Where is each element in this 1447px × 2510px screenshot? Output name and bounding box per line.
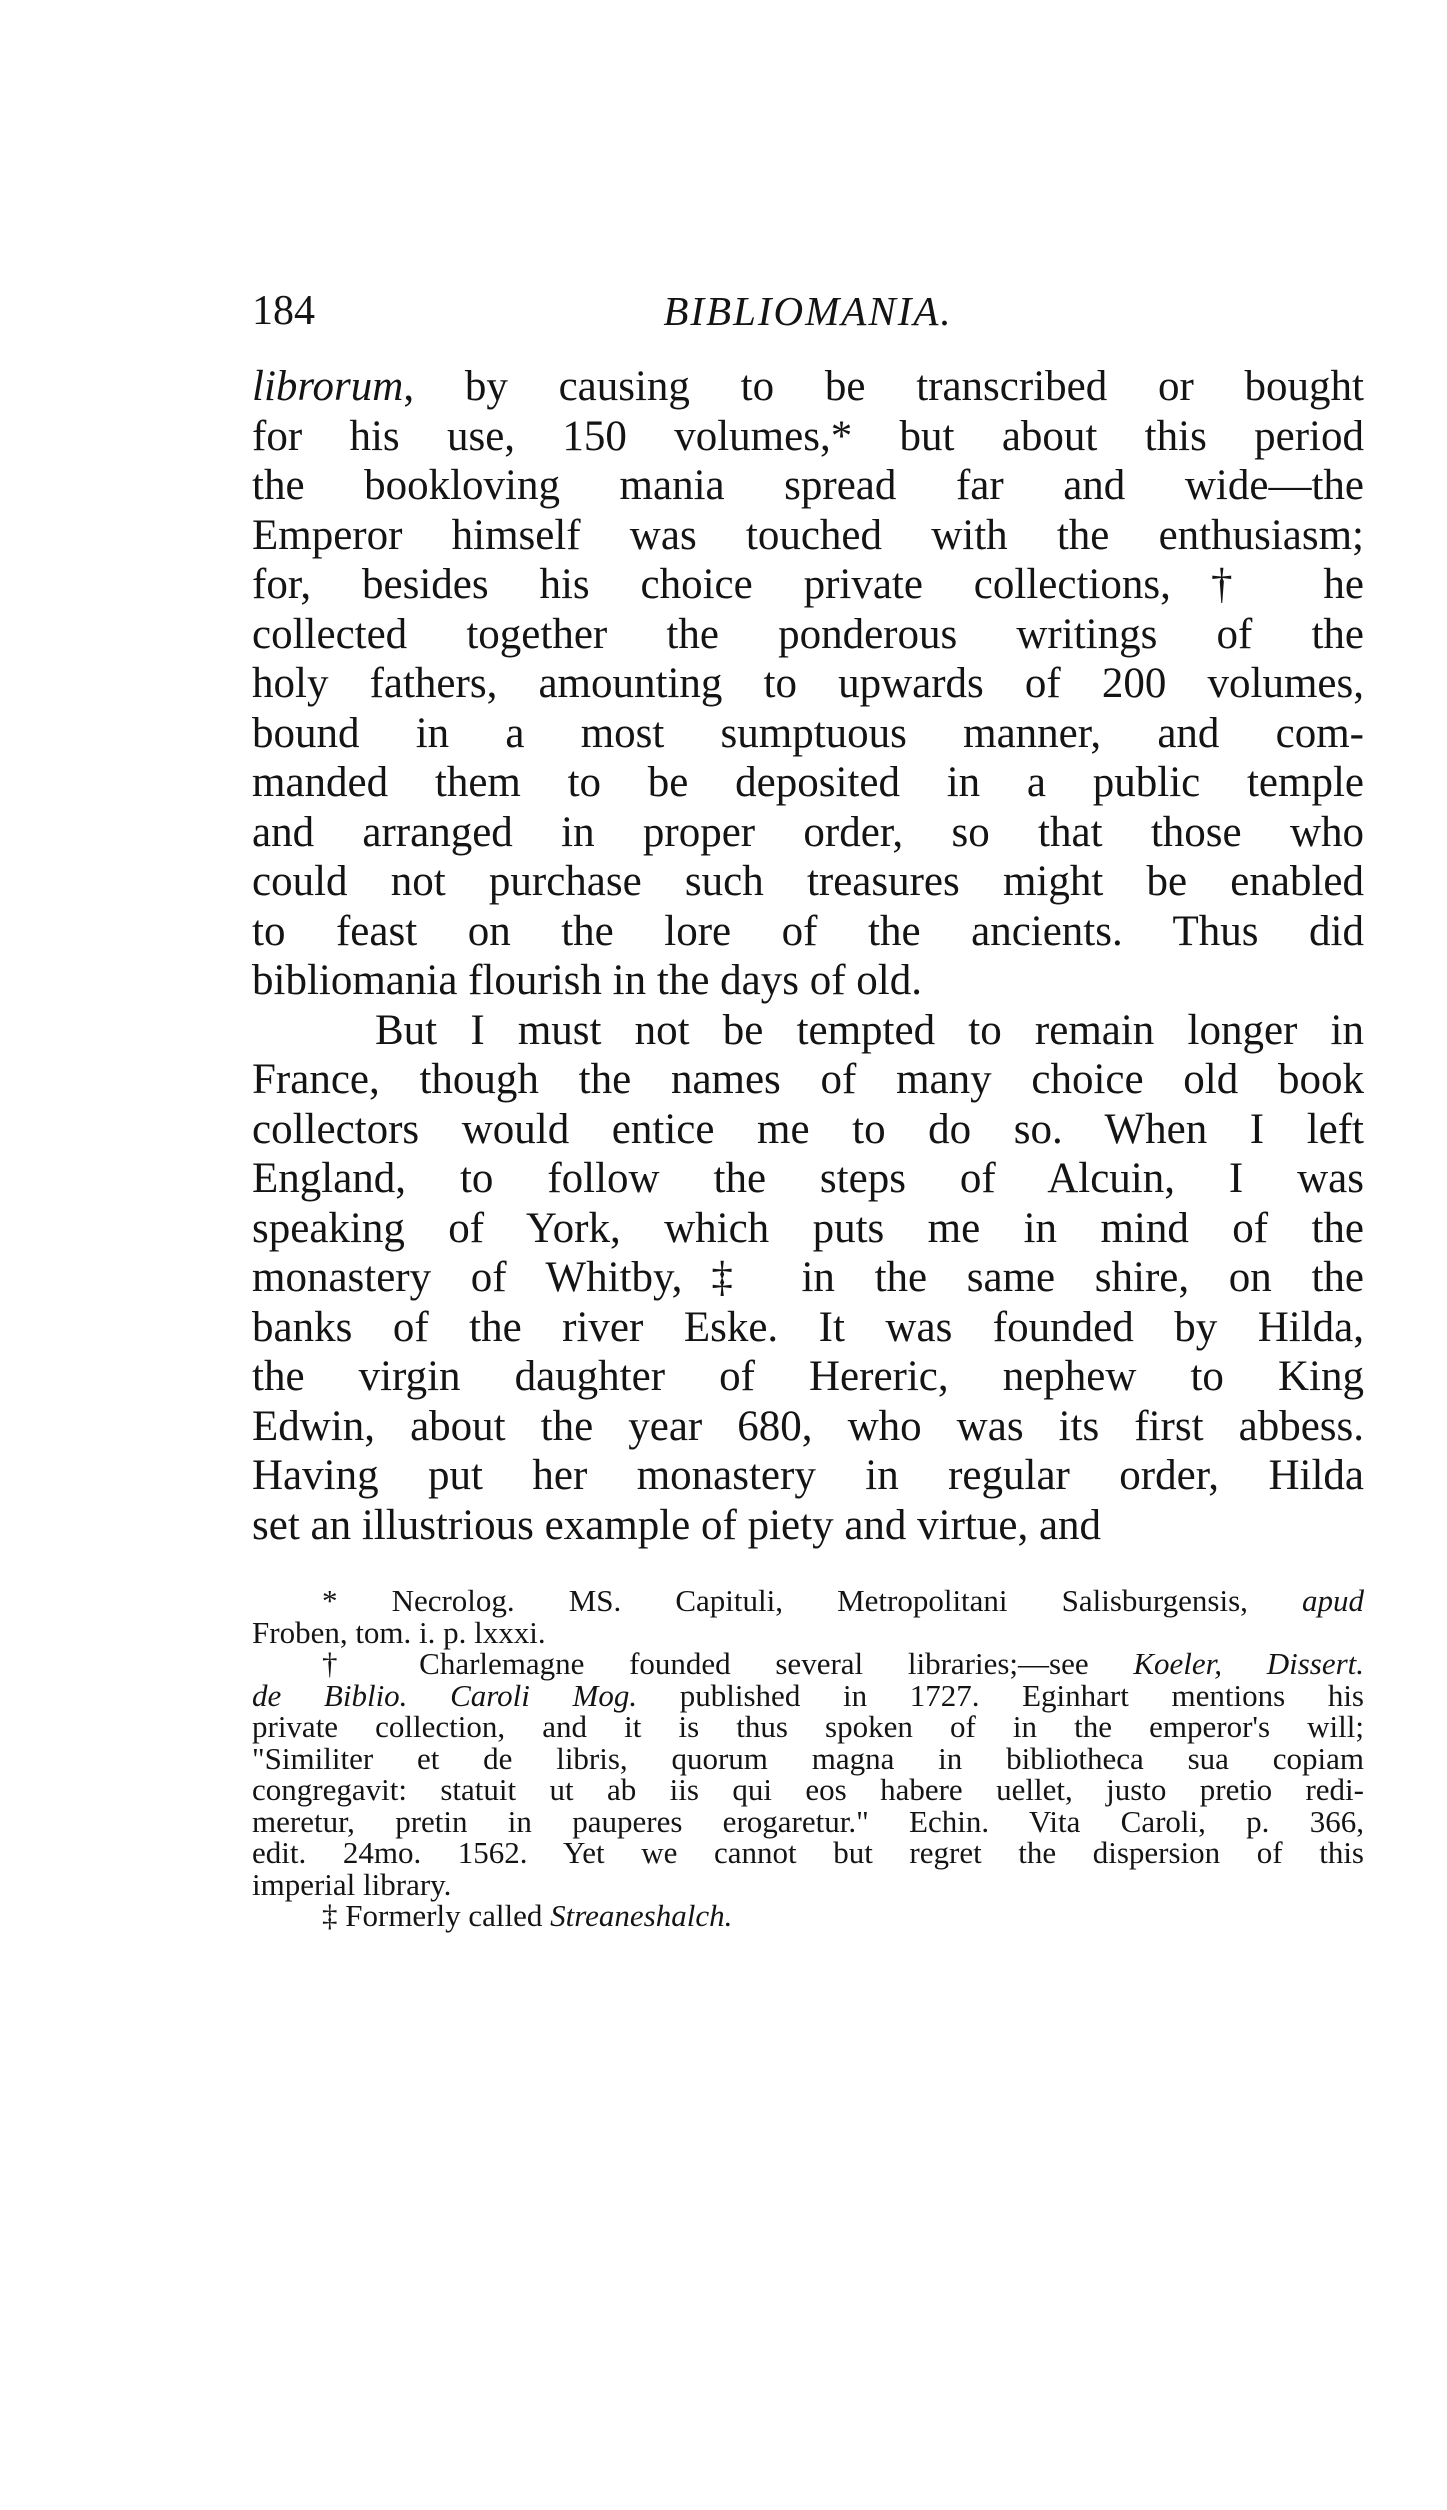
italic-text: de Biblio. Caroli Mog.: [252, 1677, 638, 1713]
body-line: [252, 461, 1364, 511]
body-line: [252, 907, 1364, 957]
body-line: monastery of Whitby,‡ in the same shire, on the: [252, 1254, 1364, 1301]
body-line: banks of the river Eske. It was founded by Hilda,: [252, 1303, 1364, 1351]
body-line: England, to follow the steps of Alcuin, I was: [252, 1155, 1364, 1202]
body-line: Having put her monastery in regular order, Hilda: [252, 1452, 1364, 1499]
body-line: [252, 511, 1364, 561]
roman-text: * Necrolog. MS. Capituli, Metropolitani Salisburgensis,: [322, 1583, 1302, 1618]
body-line: [252, 709, 1364, 759]
roman-text: edit. 24mo. 1562. Yet we cannot but regret the dispersion of this: [252, 1835, 1364, 1870]
roman-text: for his use, 150 volumes,* but about this period: [252, 412, 1364, 460]
footnote-line: [252, 1803, 1364, 1839]
roman-text: private collection, and it is thus spoken of in the emperor's will;: [252, 1709, 1364, 1744]
footnote-line: [252, 1711, 1364, 1743]
roman-text: for, besides his choice private collections,† he: [252, 561, 1364, 608]
roman-text: † Charlemagne founded several libraries;—see: [322, 1646, 1134, 1681]
body-line: [252, 758, 1364, 808]
body-line: [252, 857, 1364, 907]
body-line: [252, 808, 1364, 858]
body-line: [252, 412, 1364, 462]
body-line: collectors would entice me to do so. When I left: [252, 1105, 1364, 1153]
roman-text: could not purchase such treasures might be enabled: [252, 858, 1364, 905]
roman-text: and arranged in proper order, so that those who: [252, 808, 1364, 856]
footnote-line: [252, 1774, 1364, 1806]
running-title: BIBLIOMANIA.: [663, 288, 953, 334]
body-line: Edwin, about the year 680, who was its first abbess.: [252, 1402, 1364, 1450]
body-line: But I must not be tempted to remain longer in: [375, 1006, 1364, 1054]
body-line: France, though the names of many choice old book: [252, 1056, 1364, 1103]
roman-text: , by causing to be transcribed or bought: [403, 363, 1364, 410]
running-head: [252, 286, 1364, 336]
roman-text: imperial library.: [252, 1866, 452, 1902]
roman-text: published in 1727. Eginhart mentions his: [637, 1677, 1364, 1713]
italic-text: librorum: [252, 363, 404, 410]
italic-text: apud: [1302, 1583, 1364, 1618]
footnote-line: [252, 1740, 1364, 1776]
page-number: 184: [252, 288, 315, 334]
roman-text: bound in a most sumptuous manner, and com-: [252, 709, 1364, 757]
italic-text: Streaneshalch.: [550, 1898, 733, 1933]
body-line: the virgin daughter of Hereric, nephew to King: [252, 1353, 1364, 1400]
footnote-3: [252, 1900, 1364, 1932]
roman-text: the bookloving mania spread far and wide—the: [252, 462, 1364, 509]
footnotes: [252, 1585, 1364, 1932]
body-line: [252, 610, 1364, 660]
footnote-line: [252, 1900, 1364, 1932]
roman-text: meretur, pretin in pauperes erogaretur." Echin. Vita Caroli, p. 366,: [252, 1803, 1364, 1839]
footnote-line: [252, 1614, 1364, 1650]
footnote-line: [252, 1648, 1364, 1680]
body-line: speaking of York, which puts me in mind of the: [252, 1204, 1364, 1252]
roman-text: collected together the ponderous writings of the: [252, 610, 1364, 658]
paragraph-2: [252, 1006, 1364, 1551]
footnote-line: [252, 1866, 1364, 1902]
paragraph-1: [252, 362, 1364, 1006]
footnote-line: [252, 1837, 1364, 1869]
footnote-2: [252, 1648, 1364, 1900]
footnote-line: [252, 1677, 1364, 1713]
body-line: [252, 560, 1364, 610]
roman-text: Froben, tom. i. p. lxxxi.: [252, 1614, 546, 1650]
body-line: [252, 659, 1364, 709]
roman-text: manded them to be deposited in a public temple: [252, 759, 1364, 806]
roman-text: "Similiter et de libris, quorum magna in bibliotheca sua copiam: [252, 1740, 1364, 1776]
roman-text: to feast on the lore of the ancients. Thus did: [252, 907, 1364, 955]
body-text: [252, 362, 1364, 1550]
roman-text: Emperor himself was touched with the enthusiasm;: [252, 511, 1364, 559]
roman-text: bibliomania flourish in the days of old.: [252, 957, 922, 1004]
roman-text: congregavit: statuit ut ab iis qui eos habere uellet, justo pretio redi-: [252, 1772, 1364, 1807]
body-line: [252, 362, 1364, 412]
italic-text: Koeler, Dissert.: [1133, 1646, 1365, 1681]
body-line: set an illustrious example of piety and virtue, and: [252, 1501, 1102, 1549]
footnote-line: [252, 1585, 1364, 1617]
roman-text: ‡ Formerly called: [322, 1898, 551, 1933]
footnote-1: [252, 1585, 1364, 1648]
body-line: [252, 956, 1364, 1006]
roman-text: holy fathers, amounting to upwards of 200 volumes,: [252, 660, 1364, 707]
